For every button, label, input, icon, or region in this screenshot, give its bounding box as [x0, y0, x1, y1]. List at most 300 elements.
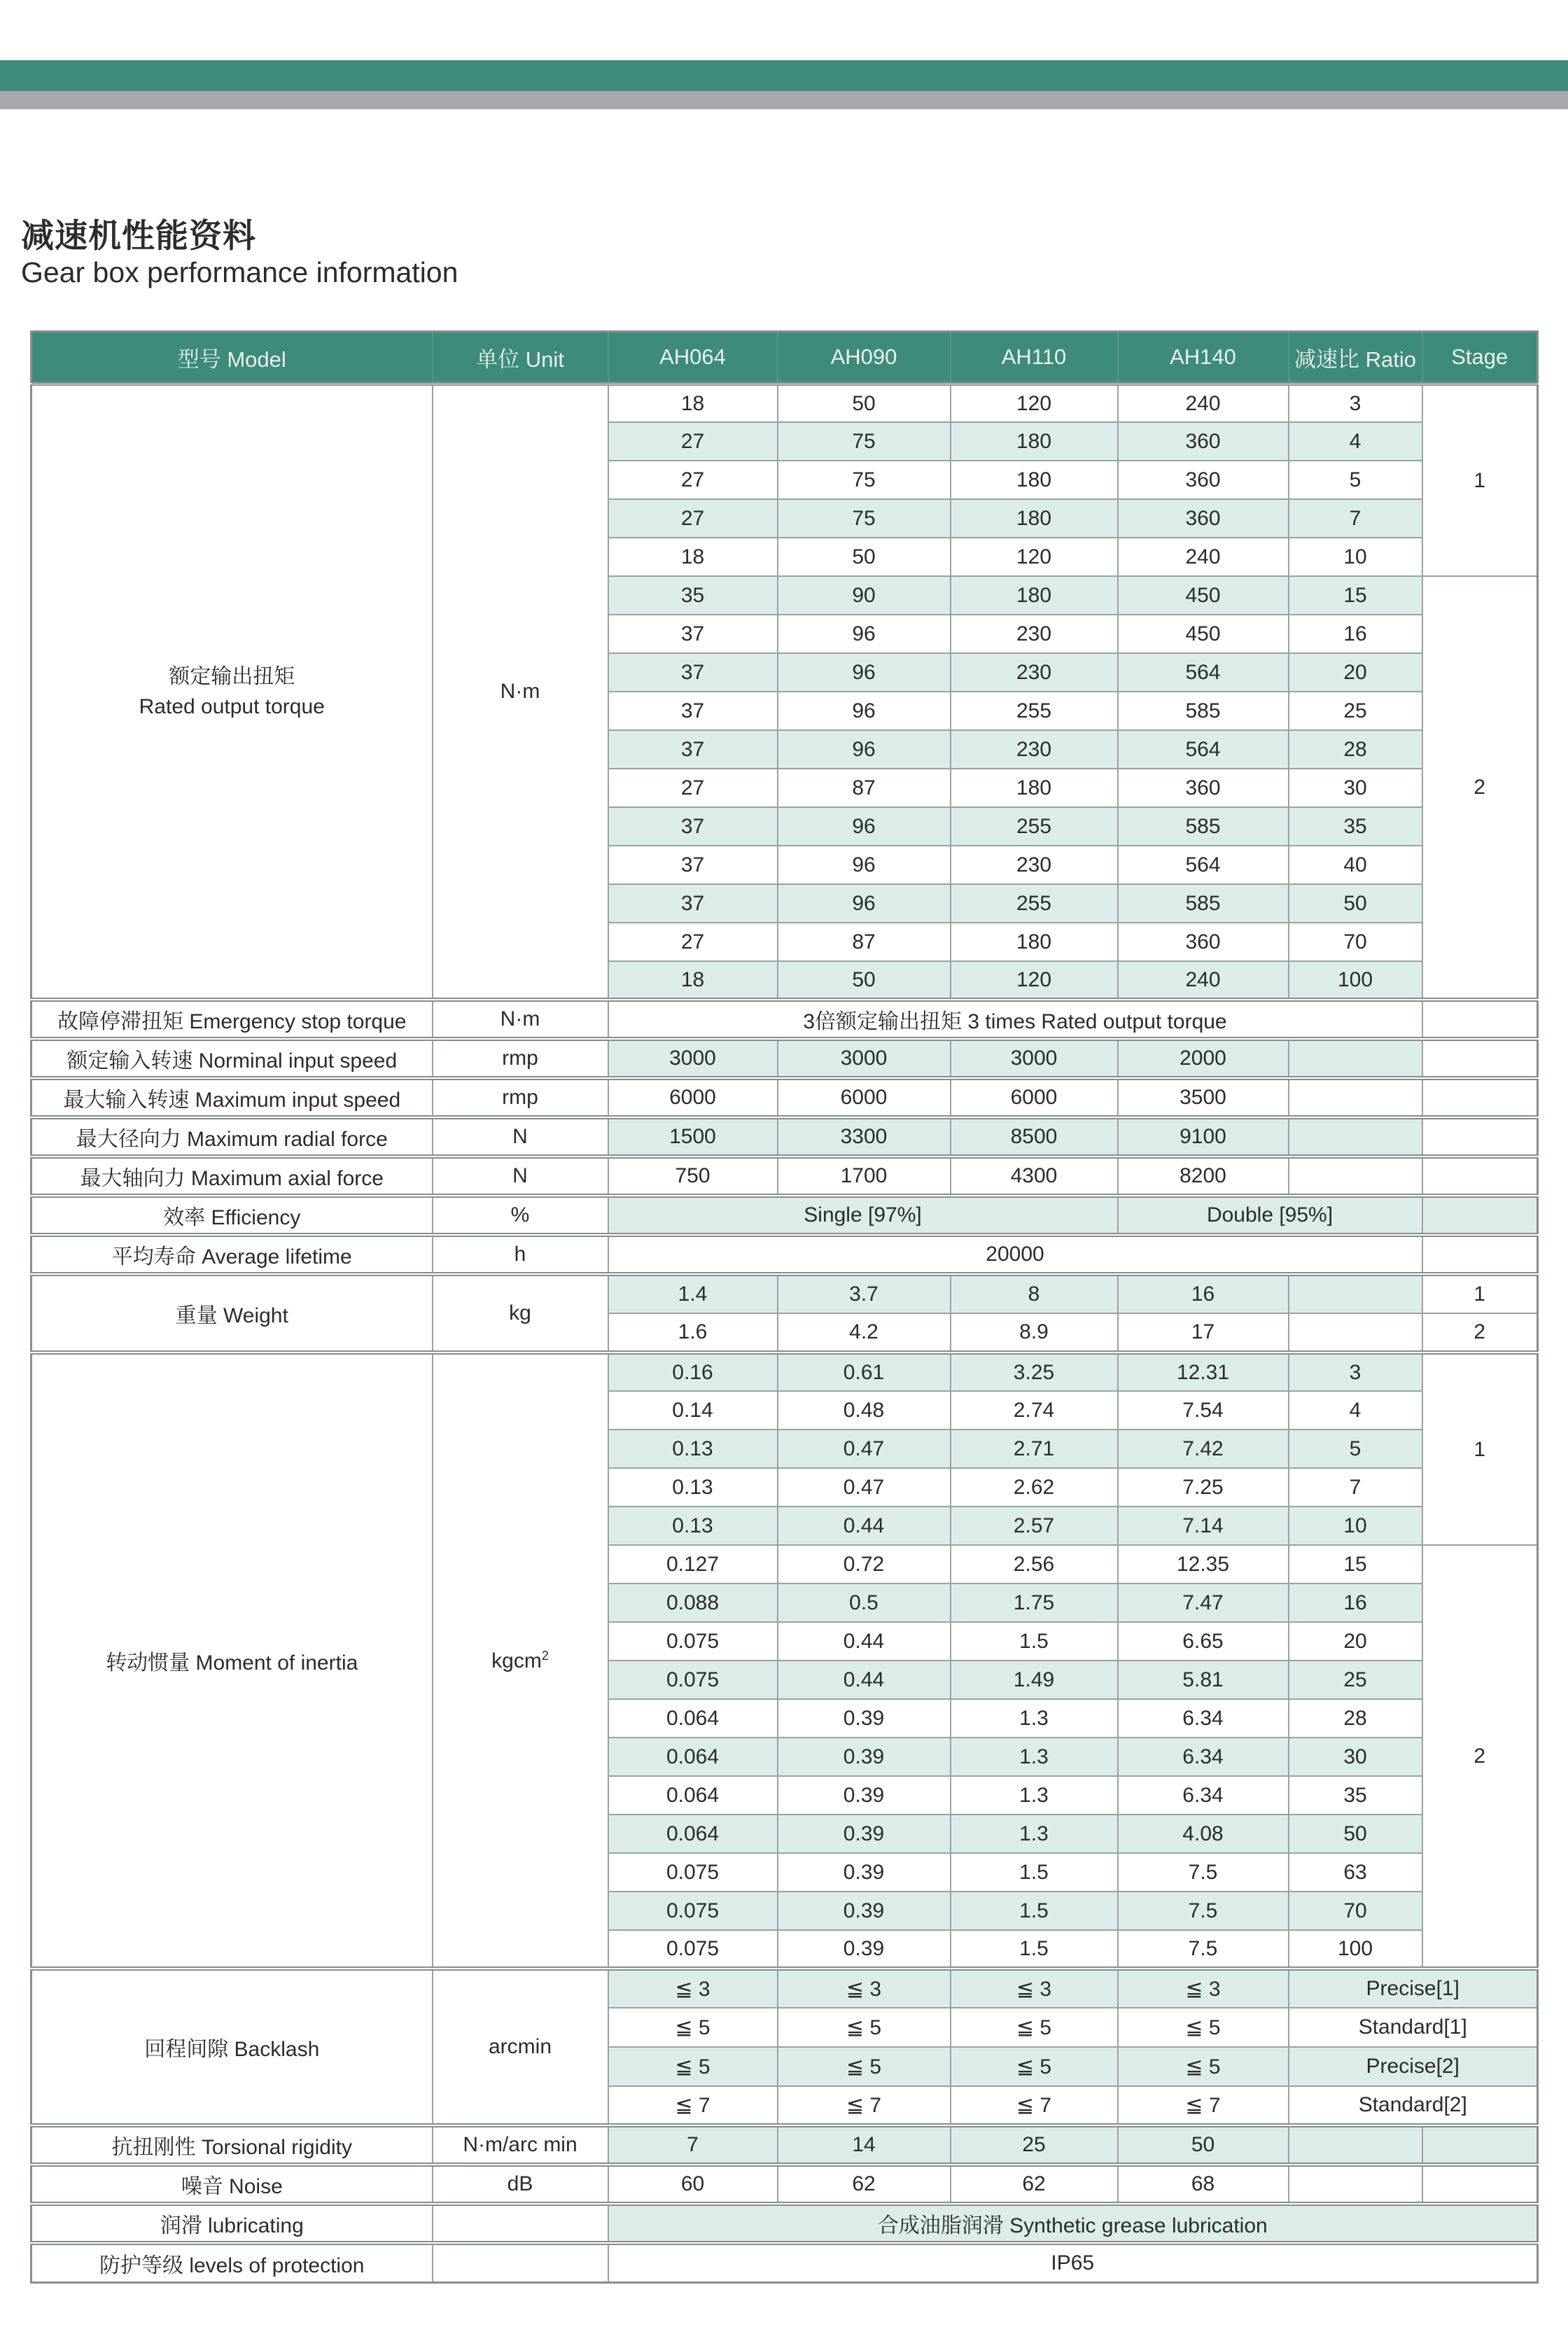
inertia-value-cell: 4.08: [1118, 1815, 1289, 1853]
top-gray-bar: [0, 91, 1568, 109]
row-label-maximum-axial-force: 最大轴向力 Maximum axial force: [31, 1156, 433, 1196]
lubricating-row: [31, 2204, 1538, 2243]
backlash-grade-cell: Standard[1]: [1289, 2008, 1538, 2047]
torque-value-cell: 180: [951, 499, 1118, 538]
inertia-value-cell: 1.3: [951, 1699, 1118, 1738]
inertia-value-cell: 7.5: [1118, 1930, 1289, 1969]
row-label-maximum-radial-force: 最大径向力 Maximum radial force: [31, 1117, 433, 1156]
inertia-value-cell: 7.54: [1118, 1391, 1289, 1430]
ratio-cell: 50: [1289, 1815, 1422, 1853]
label-line: Rated output torque: [139, 695, 325, 718]
torque-value-cell: 37: [608, 884, 778, 923]
backlash-value-cell: ≦ 3: [608, 1969, 778, 2008]
noise-value: 60: [608, 2165, 778, 2204]
inertia-value-cell: 0.39: [778, 1930, 951, 1969]
torque-value-cell: 75: [778, 422, 951, 461]
inertia-value-cell: 1.5: [951, 1622, 1118, 1661]
empty-stage-cell: [1422, 1078, 1538, 1117]
inertia-value-cell: 7.5: [1118, 1853, 1289, 1892]
backlash-value-cell: ≦ 5: [951, 2047, 1118, 2086]
ratio-cell: 25: [1289, 692, 1422, 730]
inertia-value-cell: 1.3: [951, 1815, 1118, 1853]
backlash-value-cell: ≦ 7: [1118, 2086, 1289, 2125]
maximum-radial-force-value: 8500: [951, 1117, 1118, 1156]
stage-1-cell: 1: [1422, 1353, 1538, 1545]
row-label-rated-output-torque: [31, 384, 433, 1000]
inertia-value-cell: 2.74: [951, 1391, 1118, 1430]
ratio-cell: 10: [1289, 538, 1422, 576]
column-header-5: AH140: [1118, 332, 1289, 384]
maximum-radial-force-value: 1500: [608, 1117, 778, 1156]
maximum-axial-force-row: [31, 1156, 1538, 1196]
torque-value-cell: 37: [608, 615, 778, 653]
inertia-value-cell: 0.075: [608, 1892, 778, 1930]
lubricating-value: 合成油脂润滑 Synthetic grease lubrication: [608, 2204, 1538, 2243]
ratio-cell: 20: [1289, 653, 1422, 692]
torque-value-cell: 255: [951, 807, 1118, 846]
inertia-value-cell: 7.42: [1118, 1430, 1289, 1468]
unit-emergency-stop-torque: N·m: [433, 1000, 608, 1039]
gearbox-performance-table: [30, 330, 1539, 2284]
torque-value-cell: 585: [1118, 884, 1289, 923]
inertia-value-cell: 0.064: [608, 1738, 778, 1776]
unit-efficiency: %: [433, 1196, 608, 1235]
inertia-value-cell: 0.088: [608, 1584, 778, 1622]
maximum-input-speed-value: 6000: [778, 1078, 951, 1117]
torsional-rigidity-value: 7: [608, 2125, 778, 2165]
inertia-value-cell: 0.39: [778, 1853, 951, 1892]
ratio-cell: 70: [1289, 1892, 1422, 1930]
backlash-value-cell: ≦ 5: [1118, 2047, 1289, 2086]
ratio-cell: 3: [1289, 1353, 1422, 1391]
torque-value-cell: 96: [778, 846, 951, 884]
row-label-moment-of-inertia: 转动惯量 Moment of inertia: [31, 1353, 433, 1969]
ratio-cell: 4: [1289, 1391, 1422, 1430]
empty-ratio-cell: [1289, 2165, 1422, 2204]
inertia-value-cell: 2.71: [951, 1430, 1118, 1468]
empty-stage-cell: [1422, 1039, 1538, 1078]
nominal-input-speed-value: 3000: [608, 1039, 778, 1078]
backlash-value-cell: ≦ 5: [778, 2008, 951, 2047]
inertia-value-cell: 0.48: [778, 1391, 951, 1430]
inertia-value-cell: 6.34: [1118, 1738, 1289, 1776]
empty-stage-cell: [1422, 1000, 1538, 1039]
inertia-value-cell: 7.25: [1118, 1468, 1289, 1507]
ratio-cell: 15: [1289, 1545, 1422, 1584]
ratio-cell: 25: [1289, 1661, 1422, 1699]
unit-average-lifetime: h: [433, 1235, 608, 1274]
ratio-cell: 35: [1289, 807, 1422, 846]
noise-row: [31, 2165, 1538, 2204]
inertia-value-cell: 1.3: [951, 1738, 1118, 1776]
column-header-0: 型号 Model: [31, 332, 433, 384]
inertia-value-cell: 0.127: [608, 1545, 778, 1584]
empty-stage-cell: [1422, 1235, 1538, 1274]
torque-value-cell: 37: [608, 692, 778, 730]
torque-value-cell: 450: [1118, 576, 1289, 615]
empty-ratio-cell: [1289, 1039, 1422, 1078]
torque-value-cell: 360: [1118, 923, 1289, 961]
inertia-value-cell: 7.47: [1118, 1584, 1289, 1622]
maximum-radial-force-value: 9100: [1118, 1117, 1289, 1156]
row-label-nominal-input-speed: 额定输入转速 Norminal input speed: [31, 1039, 433, 1078]
backlash-value-cell: ≦ 7: [778, 2086, 951, 2125]
average-lifetime-row: [31, 1235, 1538, 1274]
ratio-cell: 30: [1289, 1738, 1422, 1776]
maximum-axial-force-value: 4300: [951, 1156, 1118, 1196]
row-label-protection: 防护等级 levels of protection: [31, 2243, 433, 2282]
backlash-value-cell: ≦ 5: [951, 2008, 1118, 2047]
inertia-value-cell: 0.075: [608, 1853, 778, 1892]
inertia-value-cell: 2.62: [951, 1468, 1118, 1507]
torque-value-cell: 255: [951, 692, 1118, 730]
torque-value-cell: 37: [608, 653, 778, 692]
maximum-radial-force-row: [31, 1117, 1538, 1156]
backlash-grade-cell: Precise[1]: [1289, 1969, 1538, 2008]
inertia-value-cell: 2.57: [951, 1507, 1118, 1545]
weight-value-cell: 16: [1118, 1274, 1289, 1313]
maximum-input-speed-value: 6000: [951, 1078, 1118, 1117]
stage-cell: 1: [1422, 1274, 1538, 1313]
row-label-maximum-input-speed: 最大输入转速 Maximum input speed: [31, 1078, 433, 1117]
torque-value-cell: 180: [951, 923, 1118, 961]
inertia-value-cell: 2.56: [951, 1545, 1118, 1584]
weight-value-cell: 1.4: [608, 1274, 778, 1313]
average-lifetime-value: 20000: [608, 1235, 1422, 1274]
torque-value-cell: 96: [778, 730, 951, 769]
row-label-efficiency: 效率 Efficiency: [31, 1196, 433, 1235]
stage-1-cell: 1: [1422, 384, 1538, 576]
efficiency-double-value: Double [95%]: [1118, 1196, 1422, 1235]
torque-value-cell: 240: [1118, 384, 1289, 422]
inertia-value-cell: 0.13: [608, 1468, 778, 1507]
torque-value-cell: 96: [778, 615, 951, 653]
inertia-value-cell: 0.39: [778, 1738, 951, 1776]
empty-stage-cell: [1422, 1156, 1538, 1196]
ratio-cell: 20: [1289, 1622, 1422, 1661]
row-label-weight: 重量 Weight: [31, 1274, 433, 1353]
ratio-cell: 100: [1289, 961, 1422, 1000]
ratio-cell: 28: [1289, 1699, 1422, 1738]
weight-value-cell: 4.2: [778, 1313, 951, 1353]
ratio-cell: 70: [1289, 923, 1422, 961]
torque-value-cell: 120: [951, 384, 1118, 422]
backlash-value-cell: ≦ 3: [778, 1969, 951, 2008]
inertia-value-cell: 0.064: [608, 1699, 778, 1738]
efficiency-row: [31, 1196, 1538, 1235]
torque-value-cell: 50: [778, 961, 951, 1000]
torque-value-cell: 585: [1118, 807, 1289, 846]
inertia-value-cell: 1.75: [951, 1584, 1118, 1622]
inertia-value-cell: 6.34: [1118, 1776, 1289, 1815]
torque-value-cell: 96: [778, 653, 951, 692]
torque-value-cell: 240: [1118, 961, 1289, 1000]
torque-value-cell: 230: [951, 615, 1118, 653]
row-label-emergency-stop-torque: 故障停滞扭矩 Emergency stop torque: [31, 1000, 433, 1039]
weight-value-cell: 3.7: [778, 1274, 951, 1313]
header-row: [31, 332, 1538, 384]
ratio-cell: 7: [1289, 499, 1422, 538]
inertia-value-cell: 0.13: [608, 1430, 778, 1468]
inertia-value-cell: 0.44: [778, 1661, 951, 1699]
unit-torsional-rigidity: N·m/arc min: [433, 2125, 608, 2165]
stage-2-cell: 2: [1422, 1545, 1538, 1969]
weight-row: [31, 1274, 1538, 1313]
empty-stage-cell: [1422, 1117, 1538, 1156]
unit-noise: dB: [433, 2165, 608, 2204]
torque-value-cell: 27: [608, 923, 778, 961]
unit-weight: kg: [433, 1274, 608, 1353]
inertia-value-cell: 0.47: [778, 1468, 951, 1507]
backlash-grade-cell: Standard[2]: [1289, 2086, 1538, 2125]
ratio-cell: 35: [1289, 1776, 1422, 1815]
nominal-input-speed-row: [31, 1039, 1538, 1078]
torque-value-cell: 37: [608, 807, 778, 846]
torque-value-cell: 37: [608, 846, 778, 884]
maximum-input-speed-row: [31, 1078, 1538, 1117]
backlash-value-cell: ≦ 3: [1118, 1969, 1289, 2008]
ratio-cell: 16: [1289, 1584, 1422, 1622]
torque-value-cell: 585: [1118, 692, 1289, 730]
backlash-grade-cell: Precise[2]: [1289, 2047, 1538, 2086]
torque-value-cell: 180: [951, 422, 1118, 461]
backlash-value-cell: ≦ 5: [608, 2008, 778, 2047]
inertia-value-cell: 12.35: [1118, 1545, 1289, 1584]
row-label-torsional-rigidity: 抗扭刚性 Torsional rigidity: [31, 2125, 433, 2165]
row-label-noise: 噪音 Noise: [31, 2165, 433, 2204]
noise-value: 62: [778, 2165, 951, 2204]
torque-value-cell: 18: [608, 961, 778, 1000]
column-header-4: AH110: [951, 332, 1118, 384]
empty-ratio-cell: [1289, 1117, 1422, 1156]
backlash-value-cell: ≦ 5: [1118, 2008, 1289, 2047]
page-title-zh: 减速机性能资料: [21, 217, 256, 254]
inertia-value-cell: 12.31: [1118, 1353, 1289, 1391]
inertia-value-cell: 7.14: [1118, 1507, 1289, 1545]
torque-value-cell: 564: [1118, 846, 1289, 884]
ratio-cell: 3: [1289, 384, 1422, 422]
noise-value: 68: [1118, 2165, 1289, 2204]
row-label-average-lifetime: 平均寿命 Average lifetime: [31, 1235, 433, 1274]
torque-value-cell: 18: [608, 384, 778, 422]
column-header-6: 减速比 Ratio: [1289, 332, 1422, 384]
torque-value-cell: 75: [778, 461, 951, 499]
inertia-value-cell: 1.49: [951, 1661, 1118, 1699]
torque-value-cell: 50: [778, 384, 951, 422]
inertia-value-cell: 0.39: [778, 1776, 951, 1815]
inertia-value-cell: 0.72: [778, 1545, 951, 1584]
inertia-value-cell: 0.61: [778, 1353, 951, 1391]
maximum-axial-force-value: 8200: [1118, 1156, 1289, 1196]
empty-ratio-cell: [1289, 2125, 1422, 2165]
torque-value-cell: 27: [608, 422, 778, 461]
empty-ratio-cell: [1289, 1313, 1422, 1353]
inertia-value-cell: 0.39: [778, 1892, 951, 1930]
backlash-value-cell: ≦ 7: [608, 2086, 778, 2125]
unit-base: kgcm: [491, 1649, 542, 1672]
label-line: 额定输出扭矩: [169, 664, 295, 688]
efficiency-single-value: Single [97%]: [608, 1196, 1118, 1235]
torque-value-cell: 180: [951, 576, 1118, 615]
column-header-7: Stage: [1422, 332, 1538, 384]
inertia-value-cell: 0.14: [608, 1391, 778, 1430]
unit-maximum-input-speed: rmp: [433, 1078, 608, 1117]
ratio-cell: 5: [1289, 1430, 1422, 1468]
inertia-value-cell: 0.075: [608, 1622, 778, 1661]
unit-maximum-radial-force: N: [433, 1117, 608, 1156]
nominal-input-speed-value: 3000: [778, 1039, 951, 1078]
unit-backlash: arcmin: [433, 1969, 608, 2125]
torque-value-cell: 564: [1118, 653, 1289, 692]
inertia-value-cell: 6.65: [1118, 1622, 1289, 1661]
weight-value-cell: 8.9: [951, 1313, 1118, 1353]
torque-value-cell: 360: [1118, 461, 1289, 499]
torque-value-cell: 230: [951, 730, 1118, 769]
torque-value-cell: 564: [1118, 730, 1289, 769]
torque-value-cell: 230: [951, 846, 1118, 884]
empty-ratio-cell: [1289, 1156, 1422, 1196]
unit-exponent: 2: [541, 1648, 549, 1663]
torque-value-cell: 230: [951, 653, 1118, 692]
torque-value-cell: 120: [951, 961, 1118, 1000]
inertia-value-cell: 1.5: [951, 1892, 1118, 1930]
torque-value-cell: 360: [1118, 769, 1289, 807]
inertia-row: [31, 1353, 1538, 1391]
noise-value: 62: [951, 2165, 1118, 2204]
ratio-cell: 50: [1289, 884, 1422, 923]
ratio-cell: 5: [1289, 461, 1422, 499]
inertia-value-cell: 0.075: [608, 1661, 778, 1699]
backlash-row: [31, 1969, 1538, 2008]
empty-stage-cell: [1422, 1196, 1538, 1235]
backlash-value-cell: ≦ 5: [608, 2047, 778, 2086]
ratio-cell: 40: [1289, 846, 1422, 884]
protection-value: IP65: [608, 2243, 1538, 2282]
torsional-rigidity-value: 14: [778, 2125, 951, 2165]
backlash-value-cell: ≦ 5: [778, 2047, 951, 2086]
torsional-rigidity-value: 25: [951, 2125, 1118, 2165]
inertia-value-cell: 1.5: [951, 1930, 1118, 1969]
torque-value-cell: 450: [1118, 615, 1289, 653]
weight-value-cell: 1.6: [608, 1313, 778, 1353]
maximum-axial-force-value: 1700: [778, 1156, 951, 1196]
maximum-input-speed-value: 6000: [608, 1078, 778, 1117]
ratio-cell: 10: [1289, 1507, 1422, 1545]
empty-unit-cell: [433, 2243, 608, 2282]
column-header-1: 单位 Unit: [433, 332, 608, 384]
stage-cell: 2: [1422, 1313, 1538, 1353]
table-body: [31, 384, 1538, 2282]
ratio-cell: 30: [1289, 769, 1422, 807]
torque-value-cell: 255: [951, 884, 1118, 923]
backlash-value-cell: ≦ 7: [951, 2086, 1118, 2125]
torque-value-cell: 90: [778, 576, 951, 615]
torque-value-cell: 120: [951, 538, 1118, 576]
torque-value-cell: 35: [608, 576, 778, 615]
inertia-value-cell: 0.39: [778, 1699, 951, 1738]
inertia-value-cell: 0.064: [608, 1815, 778, 1853]
torque-value-cell: 27: [608, 769, 778, 807]
torque-value-cell: 18: [608, 538, 778, 576]
ratio-cell: 4: [1289, 422, 1422, 461]
ratio-cell: 7: [1289, 1468, 1422, 1507]
nominal-input-speed-value: 2000: [1118, 1039, 1289, 1078]
torque-value-cell: 87: [778, 923, 951, 961]
page-title-en: Gear box performance information: [21, 256, 458, 288]
torque-value-cell: 75: [778, 499, 951, 538]
torque-value-cell: 96: [778, 692, 951, 730]
torsional-rigidity-value: 50: [1118, 2125, 1289, 2165]
empty-stage-cell: [1422, 2165, 1538, 2204]
empty-stage-cell: [1422, 2125, 1538, 2165]
emergency-stop-torque-row: [31, 1000, 1538, 1039]
inertia-value-cell: 0.064: [608, 1776, 778, 1815]
stage-2-cell: 2: [1422, 576, 1538, 1000]
inertia-value-cell: 5.81: [1118, 1661, 1289, 1699]
torque-value-cell: 180: [951, 769, 1118, 807]
empty-ratio-cell: [1289, 1274, 1422, 1313]
protection-row: [31, 2243, 1538, 2282]
emergency-stop-torque-value: 3倍额定输出扭矩 3 times Rated output torque: [608, 1000, 1422, 1039]
torque-value-cell: 360: [1118, 422, 1289, 461]
torque-value-cell: 240: [1118, 538, 1289, 576]
weight-value-cell: 8: [951, 1274, 1118, 1313]
unit-maximum-axial-force: N: [433, 1156, 608, 1196]
unit-moment-of-inertia: [433, 1353, 608, 1969]
inertia-value-cell: 0.16: [608, 1353, 778, 1391]
inertia-value-cell: 3.25: [951, 1353, 1118, 1391]
inertia-value-cell: 0.44: [778, 1622, 951, 1661]
table-head: [31, 332, 1538, 384]
torque-value-cell: 96: [778, 884, 951, 923]
column-header-3: AH090: [778, 332, 951, 384]
unit-nominal-input-speed: rmp: [433, 1039, 608, 1078]
torque-value-cell: 180: [951, 461, 1118, 499]
top-accent-bar: [0, 60, 1568, 91]
inertia-value-cell: 0.39: [778, 1815, 951, 1853]
torque-value-cell: 50: [778, 538, 951, 576]
torque-value-cell: 27: [608, 499, 778, 538]
torque-value-cell: 27: [608, 461, 778, 499]
torque-value-cell: 360: [1118, 499, 1289, 538]
ratio-cell: 63: [1289, 1853, 1422, 1892]
backlash-value-cell: ≦ 3: [951, 1969, 1118, 2008]
torque-value-cell: 96: [778, 807, 951, 846]
empty-unit-cell: [433, 2204, 608, 2243]
ratio-cell: 100: [1289, 1930, 1422, 1969]
inertia-value-cell: 0.075: [608, 1930, 778, 1969]
inertia-value-cell: 0.44: [778, 1507, 951, 1545]
inertia-value-cell: 1.5: [951, 1853, 1118, 1892]
torque-row: [31, 384, 1538, 422]
row-label-lubricating: 润滑 lubricating: [31, 2204, 433, 2243]
torque-value-cell: 37: [608, 730, 778, 769]
inertia-value-cell: 1.3: [951, 1776, 1118, 1815]
torsional-rigidity-row: [31, 2125, 1538, 2165]
inertia-value-cell: 0.47: [778, 1430, 951, 1468]
empty-ratio-cell: [1289, 1078, 1422, 1117]
column-header-2: AH064: [608, 332, 778, 384]
weight-value-cell: 17: [1118, 1313, 1289, 1353]
torque-value-cell: 87: [778, 769, 951, 807]
nominal-input-speed-value: 3000: [951, 1039, 1118, 1078]
inertia-value-cell: 6.34: [1118, 1699, 1289, 1738]
ratio-cell: 16: [1289, 615, 1422, 653]
inertia-value-cell: 0.13: [608, 1507, 778, 1545]
unit-rated-output-torque: N·m: [433, 384, 608, 1000]
inertia-value-cell: 7.5: [1118, 1892, 1289, 1930]
maximum-radial-force-value: 3300: [778, 1117, 951, 1156]
